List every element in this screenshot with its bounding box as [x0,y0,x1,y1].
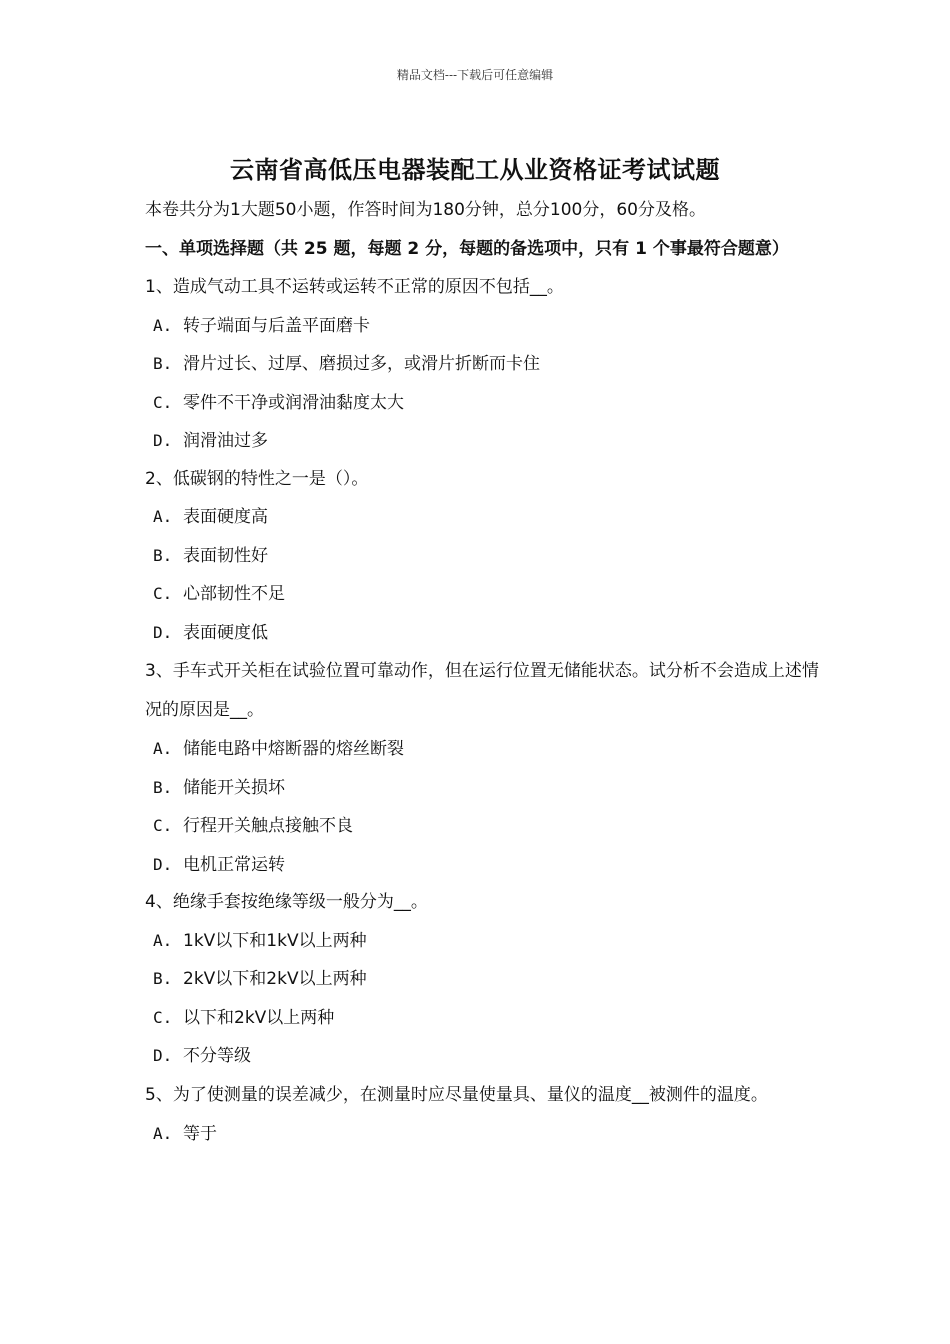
option-text: 润滑油过多 [183,431,268,451]
question-option [145,730,825,769]
option-letter: B. [153,354,173,373]
option-letter: A. [153,1123,173,1143]
option-text: 1kV以下和1kV以上两种 [183,930,367,951]
option-text: 滑片过长、过厚、磨损过多，或滑片折断而卡住 [183,354,540,374]
question-option [145,498,825,537]
section-heading: 一、单项选择题（共 25 题，每题 2 分，每题的备选项中，只有 1 个事最符合题意） [145,239,789,259]
option-letter: A. [153,315,173,335]
option-text: 表面韧性好 [183,545,268,566]
question-option [145,614,825,653]
option-letter: D. [153,622,173,642]
option-text: 转子端面与后盖平面磨卡 [183,315,370,336]
question-option [145,769,825,808]
option-letter: B. [153,969,173,988]
question-option [145,422,825,461]
document-title: 云南省高低压电器装配工从业资格证考试试题 [230,156,720,184]
question-1 [145,269,825,461]
option-letter: B. [153,545,173,565]
question-option [145,1037,825,1076]
question-option [145,999,825,1038]
question-stem: 2、低碳钢的特性之一是（）。 [145,468,369,489]
option-text: 2kV以下和2kV以上两种 [183,969,367,989]
option-letter: A. [153,507,173,526]
option-text: 以下和2kV以上两种 [183,1007,335,1028]
question-option [145,575,825,614]
option-text: 零件不干净或润滑油黏度太大 [183,392,404,413]
question-option [145,537,825,576]
question-option [145,1115,825,1154]
question-option [145,384,825,423]
option-text: 表面硬度低 [183,622,268,643]
question-2 [145,461,825,653]
option-text: 等于 [183,1123,217,1144]
option-text: 表面硬度高 [183,507,268,527]
option-text: 储能电路中熔断器的熔丝断裂 [183,739,404,759]
question-stem: 3、手车式开关柜在试验位置可靠动作，但在运行位置无储能状态。试分析不会造成上述情况的原因是__。 [145,661,819,720]
question-option [145,307,825,346]
option-letter: C. [153,584,173,603]
option-letter: A. [153,739,173,758]
option-letter: D. [153,431,173,450]
question-option [145,807,825,846]
question-stem: 4、绝缘手套按绝缘等级一般分为__。 [145,892,428,912]
option-letter: C. [153,392,173,412]
option-letter: C. [153,816,173,835]
option-letter: D. [153,854,173,874]
option-text: 电机正常运转 [183,854,285,875]
option-text: 不分等级 [183,1046,251,1066]
question-option [145,922,825,961]
option-letter: C. [153,1007,173,1027]
option-letter: D. [153,1046,173,1065]
document-body [145,195,825,1153]
question-3 [145,652,825,884]
option-letter: B. [153,777,173,797]
option-text: 心部韧性不足 [183,584,285,604]
question-4 [145,884,825,1076]
question-stem: 5、为了使测量的误差减少，在测量时应尽量使量具、量仪的温度__被测件的温度。 [145,1084,768,1105]
question-option [145,345,825,384]
question-option [145,846,825,885]
question-5 [145,1076,825,1154]
option-text: 储能开关损坏 [183,777,285,798]
exam-intro: 本卷共分为1大题50小题，作答时间为180分钟，总分100分，60分及格。 [145,200,706,220]
question-stem: 1、造成气动工具不运转或运转不正常的原因不包括__。 [145,277,564,297]
option-text: 行程开关触点接触不良 [183,816,353,836]
question-option [145,960,825,999]
option-letter: A. [153,930,173,950]
header-note: 精品文档---下载后可任意编辑 [396,68,554,82]
